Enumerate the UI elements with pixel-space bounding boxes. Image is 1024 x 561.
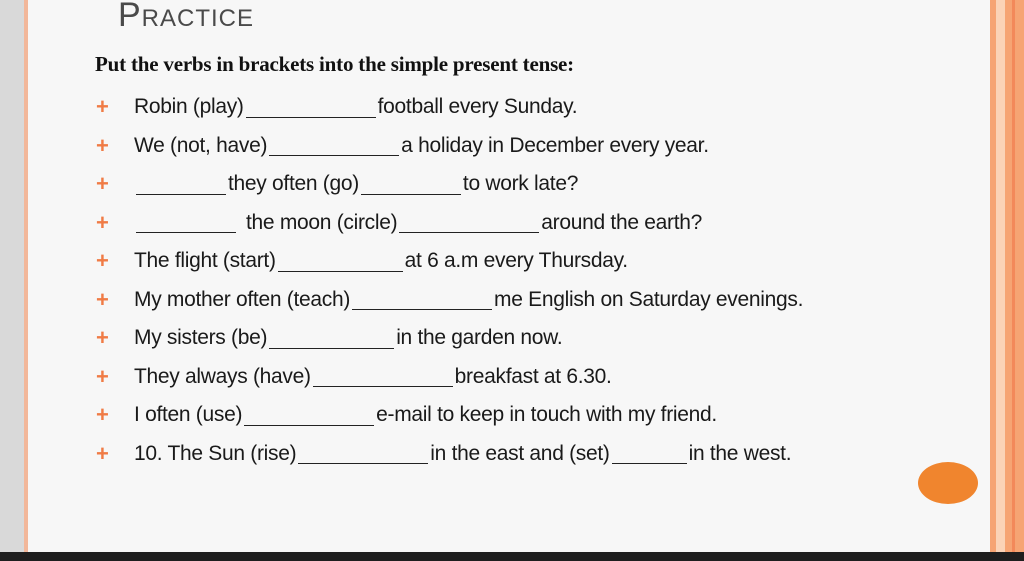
answer-blank [246, 97, 376, 118]
item-text: breakfast at 6.30. [454, 364, 612, 388]
item-text: 10. The Sun (rise) [134, 441, 297, 465]
list-item [96, 319, 803, 358]
exercise-list [96, 88, 803, 473]
answer-blank [313, 366, 453, 387]
orange-dot-marker [918, 462, 978, 504]
item-text: the moon (circle) [246, 210, 398, 234]
item-text: We (not, have) [134, 133, 268, 157]
item-text: They always (have) [134, 364, 311, 388]
list-item [96, 358, 803, 397]
list-item [96, 281, 803, 320]
item-text: Robin (play) [134, 95, 244, 119]
answer-blank [269, 328, 394, 349]
plus-bullet-icon: + [96, 402, 109, 428]
plus-bullet-icon: + [96, 286, 109, 312]
answer-blank [399, 212, 539, 233]
item-text: around the earth? [541, 210, 702, 234]
plus-bullet-icon: + [96, 248, 109, 274]
list-item [96, 242, 803, 281]
slide-right-frame [990, 0, 1024, 552]
answer-blank [361, 174, 461, 195]
frame-stripe [996, 0, 1005, 552]
answer-blank [352, 289, 492, 310]
item-text: they often (go) [228, 172, 359, 196]
item-text: me English on Saturday evenings. [494, 287, 804, 311]
plus-bullet-icon: + [96, 363, 109, 389]
plus-bullet-icon: + [96, 132, 109, 158]
item-text: football every Sunday. [377, 95, 578, 119]
plus-bullet-icon: + [96, 209, 109, 235]
answer-blank [244, 405, 374, 426]
item-text: at 6 a.m every Thursday. [404, 249, 628, 273]
bottom-bar [0, 552, 1024, 561]
item-text: I often (use) [134, 403, 243, 427]
instruction-text: Put the verbs in brackets into the simple present tense: [95, 52, 574, 76]
item-text: in the east and (set) [430, 441, 610, 465]
answer-blank [269, 135, 399, 156]
answer-blank [278, 251, 403, 272]
answer-blank [298, 443, 428, 464]
item-text: My sisters (be) [134, 326, 268, 350]
list-item [96, 88, 803, 127]
list-item [96, 127, 803, 166]
plus-bullet-icon: + [96, 325, 109, 351]
page-title: Practice [118, 0, 255, 34]
item-text: a holiday in December every year. [401, 133, 709, 157]
item-text: The flight (start) [134, 249, 276, 273]
item-text: to work late? [462, 172, 579, 196]
answer-blank [136, 174, 226, 195]
item-text: e-mail to keep in touch with my friend. [376, 403, 717, 427]
answer-blank [612, 443, 687, 464]
list-item [96, 435, 803, 474]
plus-bullet-icon: + [96, 94, 109, 120]
list-item [96, 165, 803, 204]
list-item [96, 396, 803, 435]
item-text: My mother often (teach) [134, 287, 351, 311]
answer-blank [136, 212, 236, 233]
item-text: in the garden now. [396, 326, 563, 350]
list-item [96, 204, 803, 243]
plus-bullet-icon: + [96, 440, 109, 466]
frame-stripe [1012, 0, 1015, 552]
window-left-edge [0, 0, 24, 561]
item-text: in the west. [688, 441, 792, 465]
plus-bullet-icon: + [96, 171, 109, 197]
